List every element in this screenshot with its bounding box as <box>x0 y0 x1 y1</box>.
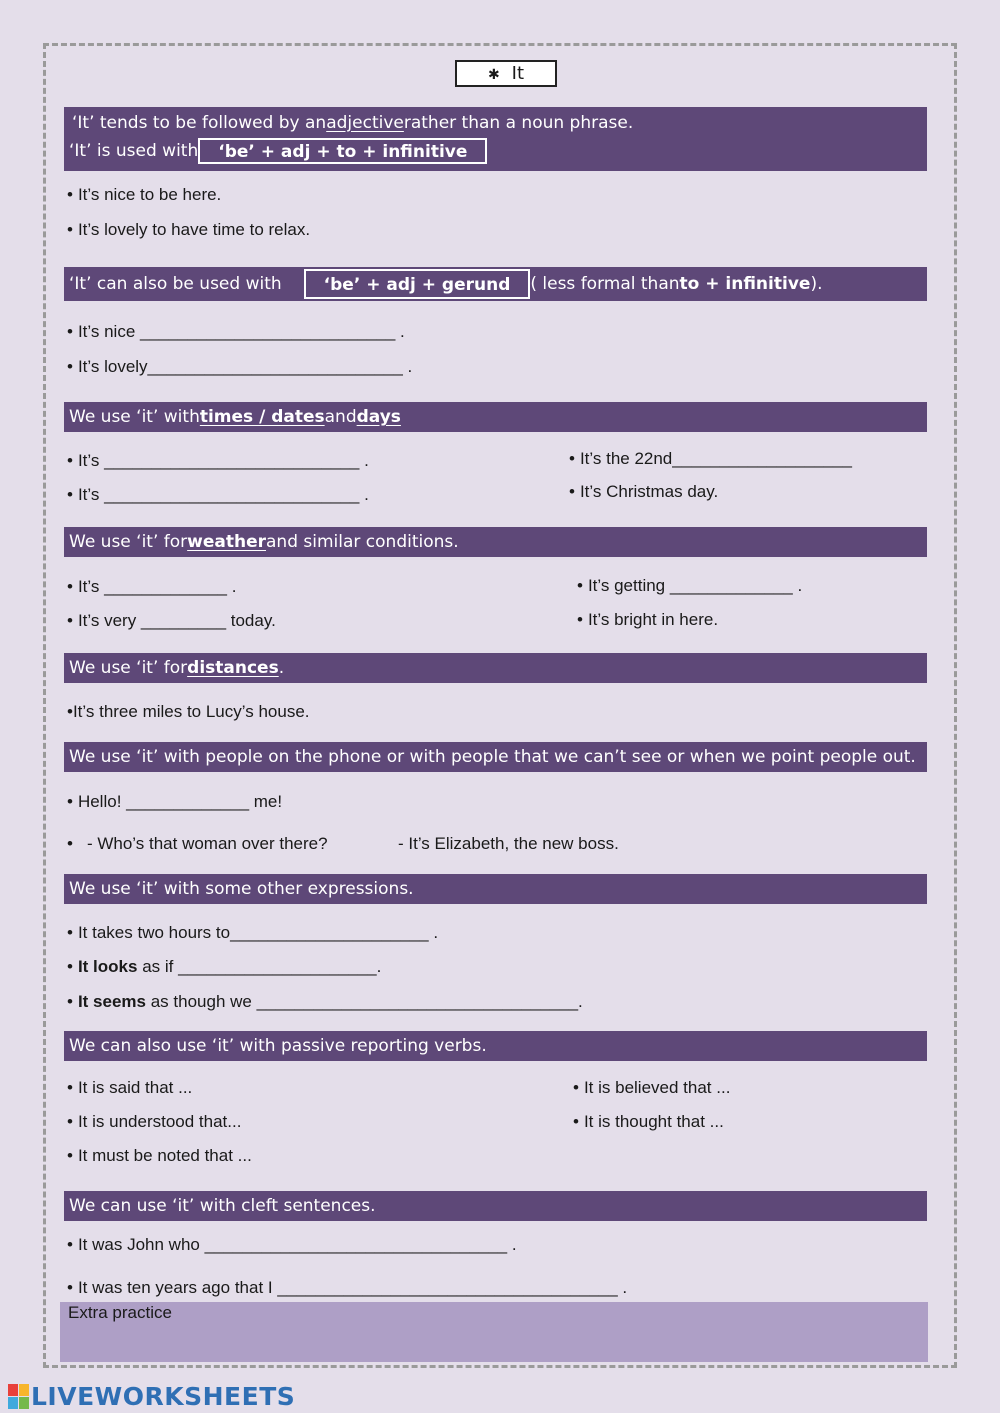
logo-mark-icon <box>8 1384 29 1409</box>
band-text: rather than a noun phrase. <box>403 113 634 133</box>
list-item: • - Who’s that woman over there? <box>67 834 328 853</box>
band-keyword: to + infinitive <box>679 274 811 294</box>
band-text: ‘It’ is used with <box>69 141 199 161</box>
asterisk-icon: ✱ <box>487 67 500 83</box>
section-band-expressions: We use ‘it’ with some other expressions. <box>64 874 927 904</box>
liveworksheets-logo[interactable] <box>8 1382 295 1411</box>
list-item: • It’s ___________________________ . <box>67 485 369 504</box>
list-item: • It was ten years ago that I ____________________________________ . <box>67 1278 628 1297</box>
page-title: It <box>511 63 525 84</box>
list-item: • It’s _____________ . <box>67 577 237 596</box>
list-item: • It’s getting _____________ . <box>577 576 803 595</box>
logo-text: LIVEWORKSHEETS <box>31 1382 296 1411</box>
section-band-times: We use ‘it’ with times / dates and days <box>64 402 927 432</box>
band-text: ( less formal than <box>530 274 680 294</box>
section-band-phone: We use ‘it’ with people on the phone or with people that we can’t see or when we point people out. <box>64 742 927 772</box>
band-text: ‘It’ can also be used with <box>69 274 282 294</box>
list-item: • It is thought that ... <box>573 1112 724 1131</box>
list-item: • Hello! _____________ me! <box>67 792 283 811</box>
section-band-distances: We use ‘it’ for distances . <box>64 653 927 683</box>
band-text: ). <box>810 274 823 294</box>
title-box <box>455 60 557 87</box>
formula-box: ‘be’ + adj + to + infinitive <box>198 138 487 164</box>
section-band-reporting-verbs: We can also use ‘it’ with passive reporting verbs. <box>64 1031 927 1061</box>
extra-practice-box[interactable] <box>60 1302 928 1362</box>
dialogue-answer: - It’s Elizabeth, the new boss. <box>398 834 619 853</box>
list-item: • It’s Christmas day. <box>569 482 719 501</box>
formula-box: ‘be’ + adj + gerund <box>304 269 531 299</box>
section-band-gerund <box>64 267 927 301</box>
band-text: ‘It’ tends to be followed by an <box>72 113 327 133</box>
list-item: • It’s lovely to have time to relax. <box>67 220 311 239</box>
list-item: • It must be noted that ... <box>67 1146 252 1165</box>
list-item: • It looks as if _____________________. <box>67 957 382 976</box>
list-item: • It is said that ... <box>67 1078 193 1097</box>
list-item: • It’s bright in here. <box>577 610 719 629</box>
list-item: •It’s three miles to Lucy’s house. <box>67 702 310 721</box>
list-item: • It’s ___________________________ . <box>67 451 369 470</box>
list-item: • It’s lovely___________________________ . <box>67 357 413 376</box>
section-band-adjective <box>64 107 927 171</box>
list-item: • It’s nice ___________________________ . <box>67 322 405 341</box>
list-item: • It’s the 22nd___________________ <box>569 449 852 468</box>
extra-practice-label: Extra practice <box>68 1303 172 1322</box>
list-item: • It is understood that... <box>67 1112 242 1131</box>
section-band-cleft: We can use ‘it’ with cleft sentences. <box>64 1191 927 1221</box>
section-band-weather: We use ‘it’ for weather and similar conditions. <box>64 527 927 557</box>
list-item: • It was John who ________________________________ . <box>67 1235 517 1254</box>
list-item: • It’s very _________ today. <box>67 611 276 630</box>
list-item: • It is believed that ... <box>573 1078 731 1097</box>
list-item: • It’s nice to be here. <box>67 185 222 204</box>
band-keyword: adjective <box>326 113 404 133</box>
list-item: • It takes two hours to_____________________ . <box>67 923 439 942</box>
list-item: • It seems as though we __________________________________. <box>67 992 583 1011</box>
